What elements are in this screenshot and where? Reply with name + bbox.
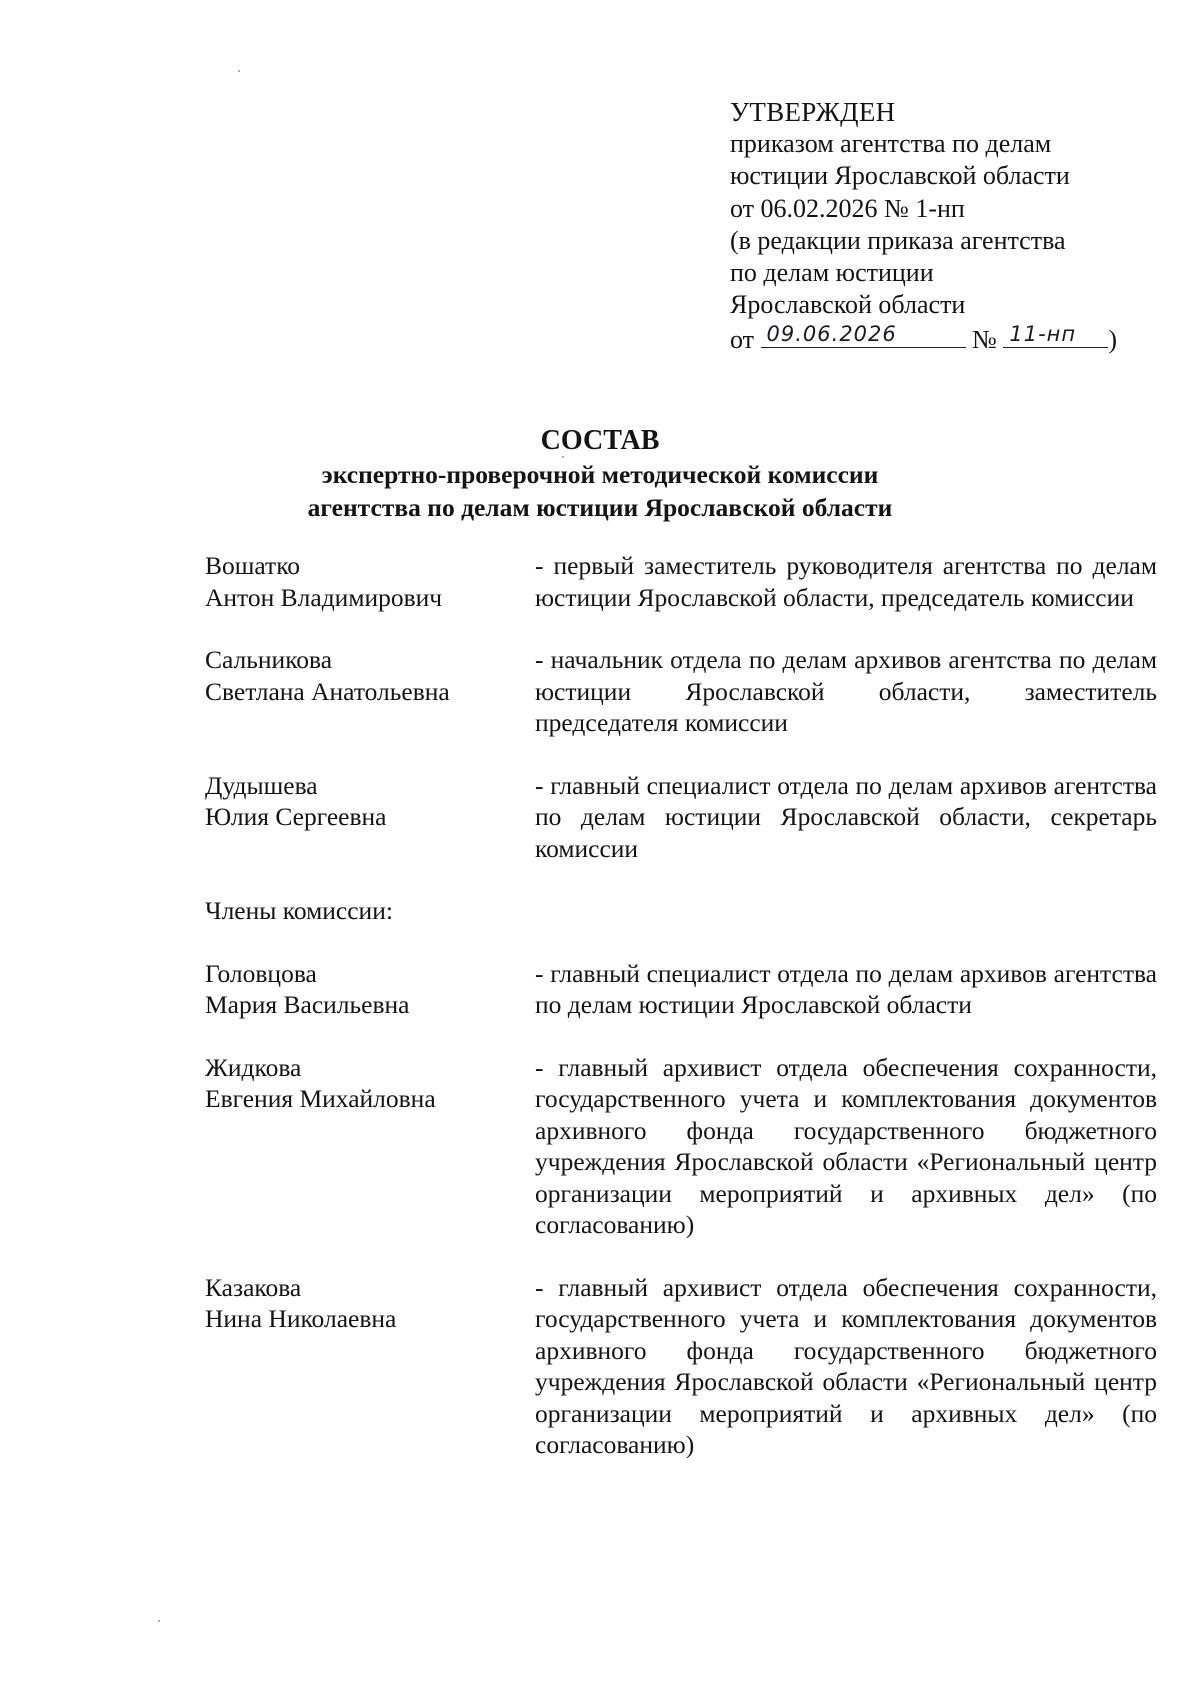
member-surname: Жидкова <box>205 1052 302 1082</box>
approval-block <box>730 96 1150 357</box>
member-row <box>205 550 1157 613</box>
member-given-names: Евгения Михайловна <box>205 1084 436 1113</box>
number-prefix: № <box>972 325 997 355</box>
title-subtitle: агентства по делам юстиции Ярославской области <box>307 493 893 522</box>
approval-line: Ярославской области <box>730 290 966 320</box>
date-prefix: от <box>730 325 755 355</box>
approval-line: (в редакции приказа агентства <box>730 225 1066 255</box>
member-name <box>205 1052 535 1241</box>
member-surname: Головцова <box>205 958 317 988</box>
member-name <box>205 550 535 613</box>
approval-heading: УТВЕРЖДЕН <box>730 97 896 127</box>
member-given-names: Антон Владимирович <box>205 582 443 612</box>
member-row <box>205 1052 1157 1241</box>
member-role: - главный специалист отдела по делам архивов агентства по делам юстиции Ярославской области, секретарь комиссии <box>535 770 1157 863</box>
title-main: СОСТАВ <box>540 425 660 456</box>
commission-members <box>205 550 1157 1461</box>
member-given-names: Мария Васильевна <box>205 990 410 1019</box>
member-surname: Казакова <box>205 1272 302 1302</box>
approval-amendment-line <box>730 321 1150 356</box>
title-subtitle: экспертно-проверочной методической комиссии <box>321 460 879 489</box>
member-name <box>205 958 535 1021</box>
member-row <box>205 644 1157 739</box>
scan-speck <box>158 1620 160 1622</box>
member-name <box>205 644 535 739</box>
member-role: - главный архивист отдела обеспечения сохранности, государственного учета и комплектования документов архивного фонда государственного бюджетного учреждения Ярославской области «Региональный центр организации мероприятий и архивных дел» (по согласованию) <box>535 1272 1157 1459</box>
scan-speck <box>238 70 240 72</box>
member-row <box>205 1272 1157 1461</box>
number-blank <box>1003 321 1108 348</box>
closing-paren: ) <box>1108 325 1118 355</box>
approval-line: приказом агентства по делам <box>730 129 1052 159</box>
approval-line: от 06.02.2026 № 1-нп <box>730 193 965 223</box>
member-name <box>205 770 535 865</box>
member-row <box>205 958 1157 1021</box>
member-role: - главный специалист отдела по делам архивов агентства по делам юстиции Ярославской области <box>535 958 1157 1019</box>
members-label: Члены комиссии: <box>205 896 393 925</box>
member-role: - главный архивист отдела обеспечения сохранности, государственного учета и комплектования документов архивного фонда государственного бюджетного учреждения Ярославской области «Региональный центр организации мероприятий и архивных дел» (по согласованию) <box>535 1052 1157 1239</box>
member-given-names: Нина Николаевна <box>205 1304 397 1333</box>
document-title <box>0 424 1200 524</box>
member-surname: Вошатко <box>205 551 301 580</box>
member-name <box>205 1272 535 1461</box>
approval-line: юстиции Ярославской области <box>730 161 1070 191</box>
member-given-names: Светлана Анатольевна <box>205 676 450 706</box>
approval-line: по делам юстиции <box>730 258 934 288</box>
member-role: - первый заместитель руководителя агентства по делам юстиции Ярославской области, председатель комиссии <box>535 551 1157 612</box>
member-role: - начальник отдела по делам архивов агентства по делам юстиции Ярославской области, заместитель председателя комиссии <box>535 645 1157 737</box>
date-blank <box>761 321 966 348</box>
member-surname: Сальникова <box>205 645 333 674</box>
handwritten-number: 11-нп <box>1009 322 1077 347</box>
handwritten-date: 09.06.2026 <box>766 322 897 347</box>
member-surname: Дудышева <box>205 770 318 800</box>
member-row <box>205 770 1157 865</box>
member-given-names: Юлия Сергеевна <box>205 802 387 831</box>
